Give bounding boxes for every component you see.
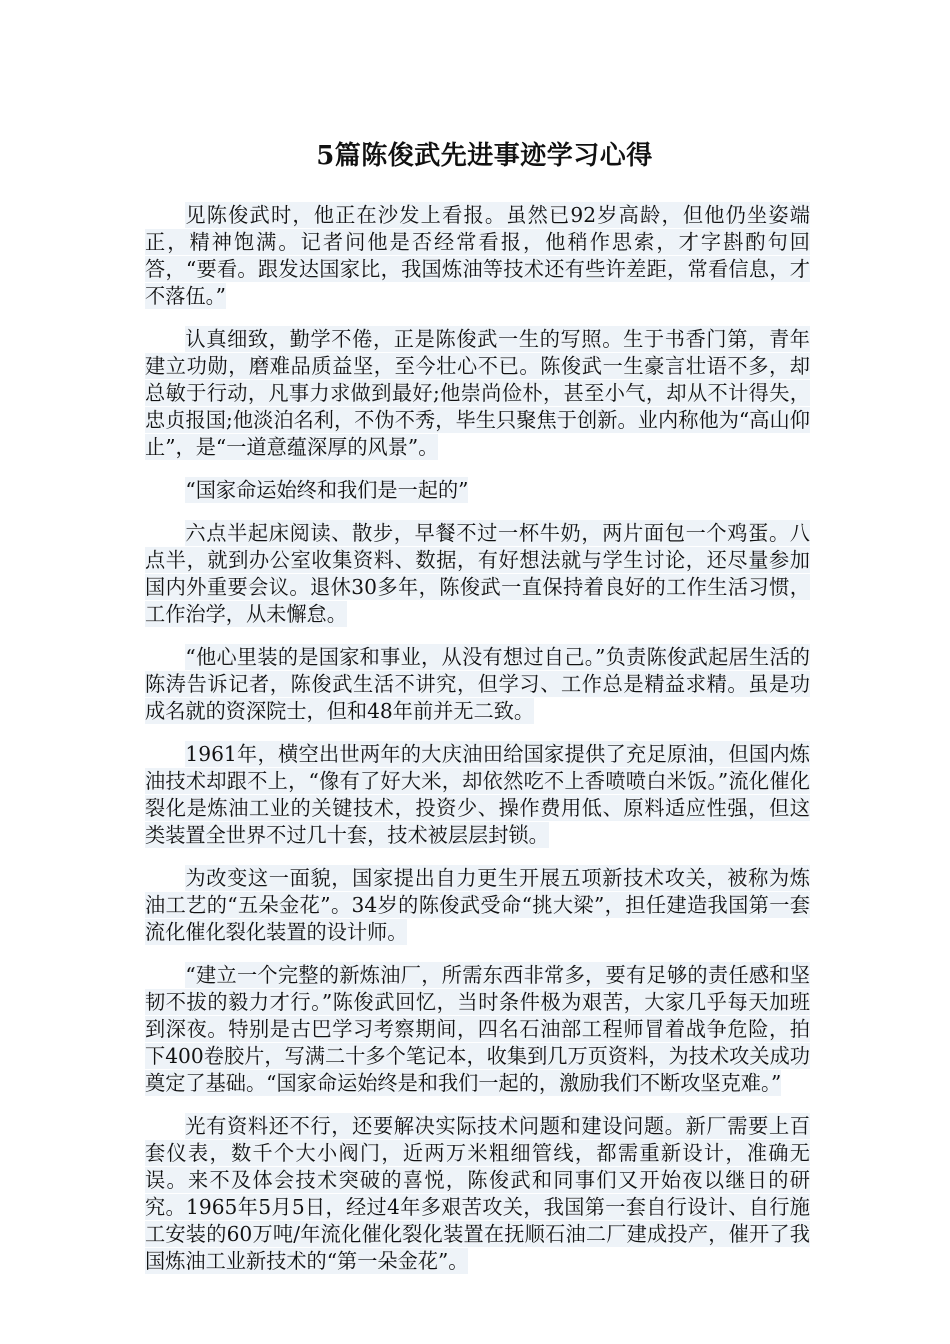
paragraph-1	[145, 202, 810, 310]
paragraph-4	[145, 644, 810, 725]
paragraph-5	[145, 741, 810, 849]
section-heading-quote-text: “国家命运始终和我们是一起的”	[185, 478, 469, 502]
paragraph-5-text: 1961年，横空出世两年的大庆油田给国家提供了充足原油，但国内炼油技术却跟不上，“像有了好大米，却依然吃不上香喷喷白米饭。”流化催化裂化是炼油工业的关键技术，投资少、操作费用低、原料适应性强，但这类装置全世界不过几十套，技术被层层封锁。	[145, 742, 810, 847]
document-title: 5篇陈俊武先进事迹学习心得	[316, 141, 653, 171]
paragraph-1-text: 见陈俊武时，他正在沙发上看报。虽然已92岁高龄，但他仍坐姿端正，精神饱满。记者问他是否经常看报，他稍作思索，才字斟酌句回答，“要看。跟发达国家比，我国炼油等技术还有些许差距，常看信息，才不落伍。”	[145, 203, 810, 308]
section-heading-quote	[145, 477, 810, 504]
paragraph-2-text: 认真细致，勤学不倦，正是陈俊武一生的写照。生于书香门第，青年建立功勋，磨难品质益坚，至今壮心不已。陈俊武一生豪言壮语不多，却总敏于行动，凡事力求做到最好;他崇尚俭朴，甚至小气，却从不计得失，忠贞报国;他淡泊名利，不伪不秀，毕生只聚焦于创新。业内称他为“高山仰止”，是“一道意蕴深厚的风景”。	[145, 327, 810, 459]
paragraph-3	[145, 520, 810, 628]
paragraph-7	[145, 962, 810, 1097]
paragraph-4-text: “他心里装的是国家和事业，从没有想过自己。”负责陈俊武起居生活的陈涛告诉记者，陈俊武生活不讲究，但学习、工作总是精益求精。虽是功成名就的资深院士，但和48年前并无二致。	[145, 645, 810, 723]
paragraph-6-text: 为改变这一面貌，国家提出自力更生开展五项新技术攻关，被称为炼油工艺的“五朵金花”。34岁的陈俊武受命“挑大梁”，担任建造我国第一套流化催化裂化装置的设计师。	[145, 866, 810, 944]
paragraph-2	[145, 326, 810, 461]
document-page	[145, 136, 810, 1291]
paragraph-7-text: “建立一个完整的新炼油厂，所需东西非常多，要有足够的责任感和坚韧不拔的毅力才行。”陈俊武回忆，当时条件极为艰苦，大家几乎每天加班到深夜。特别是古巴学习考察期间，四名石油部工程师冒着战争危险，拍下400卷胶片，写满二十多个笔记本，收集到几万页资料，为技术攻关成功奠定了基础。“国家命运始终是和我们一起的，激励我们不断攻坚克难。”	[145, 963, 810, 1095]
paragraph-6	[145, 865, 810, 946]
paragraph-8-text: 光有资料还不行，还要解决实际技术问题和建设问题。新厂需要上百套仪表，数千个大小阀门，近两万米粗细管线，都需重新设计，准确无误。来不及体会技术突破的喜悦，陈俊武和同事们又开始夜以继日的研究。1965年5月5日，经过4年多艰苦攻关，我国第一套自行设计、自行施工安装的60万吨/年流化催化裂化装置在抚顺石油二厂建成投产，催开了我国炼油工业新技术的“第一朵金花”。	[145, 1114, 810, 1273]
paragraph-3-text: 六点半起床阅读、散步，早餐不过一杯牛奶，两片面包一个鸡蛋。八点半，就到办公室收集资料、数据，有好想法就与学生讨论，还尽量参加国内外重要会议。退休30多年，陈俊武一直保持着良好的工作生活习惯，工作治学，从未懈怠。	[145, 521, 810, 626]
paragraph-8	[145, 1113, 810, 1275]
